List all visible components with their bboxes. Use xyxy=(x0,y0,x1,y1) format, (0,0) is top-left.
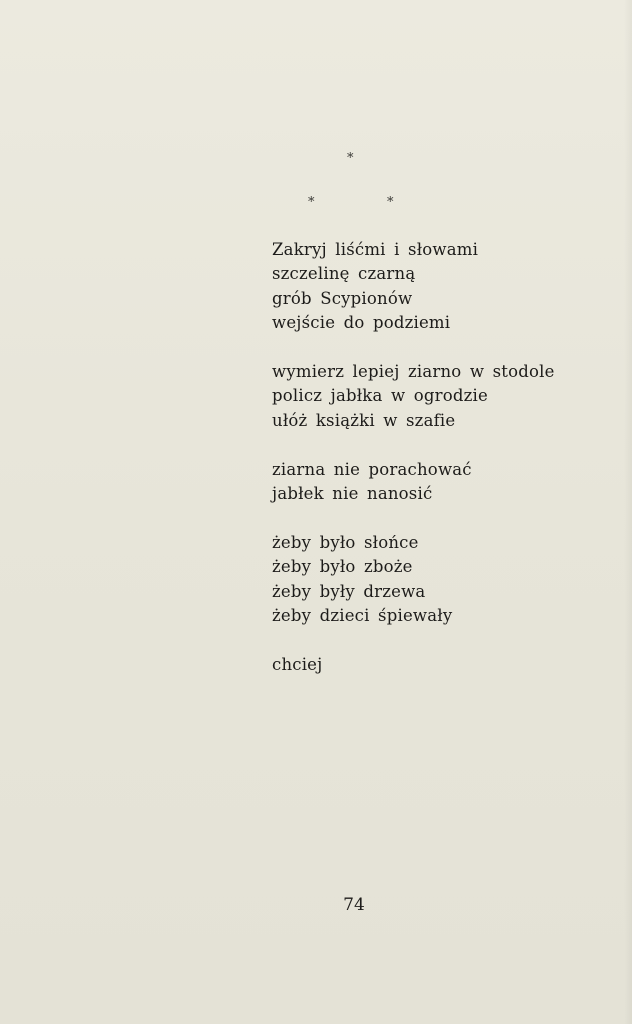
stanza-3 xyxy=(272,458,612,507)
stanza-5 xyxy=(272,653,612,677)
asterism-left-star: * xyxy=(308,195,315,210)
page-number: 74 xyxy=(343,895,365,915)
poem-line: wejście do podziemi xyxy=(272,313,451,333)
stanza-4 xyxy=(272,531,612,629)
poem-line: szczelinę czarną xyxy=(272,264,416,284)
stanza-2 xyxy=(272,360,612,433)
poem-line: ułóż książki w szafie xyxy=(272,410,456,430)
poem-line: ziarna nie porachować xyxy=(272,459,472,479)
poem-line: Zakryj liśćmi i słowami xyxy=(272,240,479,259)
poem-line: żeby dzieci śpiewały xyxy=(272,606,453,626)
poem-line: chciej xyxy=(272,654,323,674)
poem-line: żeby było słońce xyxy=(272,532,419,552)
stanza-1 xyxy=(272,238,612,336)
poem-line: jabłek nie nanosić xyxy=(272,484,433,504)
asterism-top-star: * xyxy=(347,151,354,166)
poem-line: policz jabłka w ogrodzie xyxy=(272,386,488,406)
poem xyxy=(272,238,612,702)
poem-line: grób Scypionów xyxy=(272,288,413,308)
asterism-right-star: * xyxy=(387,195,394,210)
poem-line: wymierz lepiej ziarno w stodole xyxy=(272,362,555,382)
poem-line: żeby było zboże xyxy=(272,557,413,577)
poem-line: żeby były drzewa xyxy=(272,581,426,601)
